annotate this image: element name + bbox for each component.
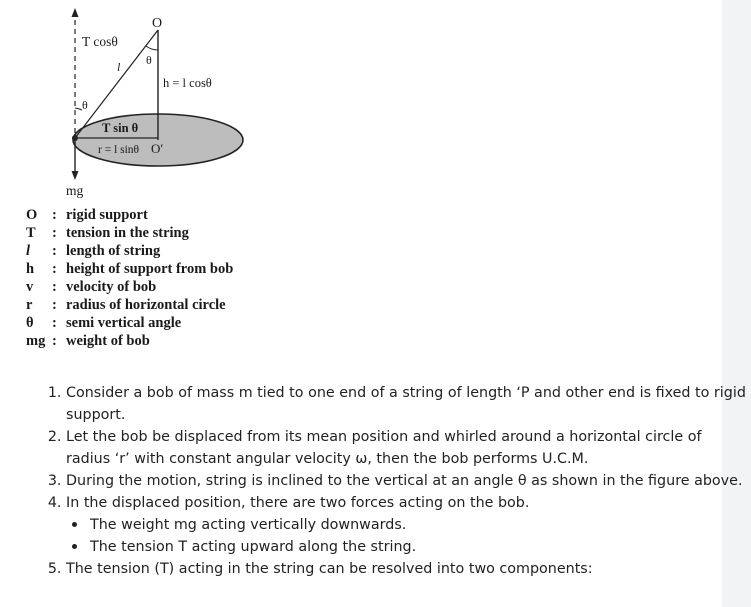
legend-text: weight of bob bbox=[66, 333, 150, 349]
step-text: Let the bob be displaced from its mean position and whirled around a horizontal circle of radius ‘r’ with constant angular velocity ω, then the bob performs U.C.M. bbox=[66, 429, 702, 467]
sub-bullet-text: The tension T acting upward along the string. bbox=[90, 539, 417, 555]
label-Tcos: T cosθ bbox=[82, 34, 118, 49]
legend-colon: : bbox=[52, 279, 57, 295]
list-item bbox=[66, 514, 746, 536]
legend-colon: : bbox=[52, 333, 57, 349]
legend-symbol: mg bbox=[26, 333, 46, 349]
legend-colon: : bbox=[52, 243, 57, 259]
label-theta-left: θ bbox=[82, 98, 88, 112]
legend-text: velocity of bob bbox=[66, 279, 157, 295]
list-item bbox=[66, 536, 746, 558]
legend-symbol: h bbox=[26, 261, 35, 277]
legend-colon: : bbox=[52, 297, 57, 313]
legend-row-height bbox=[26, 260, 233, 278]
conical-pendulum-figure bbox=[0, 0, 330, 200]
mg-arrow-head bbox=[72, 171, 79, 180]
legend-row-length bbox=[26, 242, 233, 260]
bullet-icon bbox=[72, 544, 77, 549]
angle-arc-bob bbox=[75, 108, 82, 110]
step-text: Consider a bob of mass m tied to one end of a string of length ‘P and other end is fixed to rigid support. bbox=[66, 385, 746, 423]
legend-text: length of string bbox=[66, 243, 161, 259]
legend-colon: : bbox=[52, 315, 57, 331]
label-O: O bbox=[152, 16, 163, 31]
legend-row-angle bbox=[26, 314, 233, 332]
force-list bbox=[66, 514, 746, 558]
label-r: r = l sinθ bbox=[98, 144, 140, 156]
legend-symbol: O bbox=[26, 207, 38, 223]
legend-symbol: θ bbox=[26, 315, 34, 331]
legend-row-weight bbox=[26, 332, 233, 350]
legend-colon: : bbox=[52, 261, 57, 277]
list-item bbox=[66, 470, 746, 492]
tcos-arrow-head bbox=[72, 8, 79, 17]
step-text: The tension (T) acting in the string can be resolved into two components: bbox=[66, 561, 593, 577]
symbol-legend bbox=[26, 206, 233, 350]
legend-text: semi vertical angle bbox=[66, 315, 182, 331]
list-item bbox=[66, 492, 746, 558]
legend-text: radius of horizontal circle bbox=[66, 297, 226, 313]
legend-symbol: l bbox=[26, 243, 31, 259]
label-Oprime: O′ bbox=[151, 141, 164, 156]
list-item bbox=[66, 426, 746, 470]
legend-colon: : bbox=[52, 207, 57, 223]
label-Tsin: T sin θ bbox=[102, 121, 139, 135]
legend-symbol: T bbox=[26, 225, 36, 241]
bullet-icon bbox=[72, 522, 77, 527]
legend-text: tension in the string bbox=[66, 225, 189, 241]
legend-text: rigid support bbox=[66, 207, 148, 223]
list-item bbox=[66, 382, 746, 426]
bob bbox=[72, 135, 78, 141]
derivation-steps bbox=[30, 382, 746, 580]
legend-text: height of support from bob bbox=[66, 261, 234, 277]
legend-colon: : bbox=[52, 225, 57, 241]
legend-row-tension bbox=[26, 224, 233, 242]
label-mg: mg bbox=[66, 183, 84, 198]
label-theta-top: θ bbox=[146, 53, 152, 67]
label-l: l bbox=[117, 60, 121, 74]
legend-row-support bbox=[26, 206, 233, 224]
pendulum-diagram bbox=[0, 0, 330, 200]
step-text: During the motion, string is inclined to the vertical at an angle θ as shown in the figure above. bbox=[66, 473, 743, 489]
sub-bullet-text: The weight mg acting vertically downwards. bbox=[90, 517, 407, 533]
legend-row-radius bbox=[26, 296, 233, 314]
legend-symbol: v bbox=[26, 279, 34, 295]
angle-arc-top bbox=[146, 46, 158, 50]
list-item bbox=[66, 558, 746, 580]
label-h: h = l cosθ bbox=[163, 76, 212, 90]
legend-row-velocity bbox=[26, 278, 233, 296]
legend-symbol: r bbox=[26, 297, 33, 313]
step-text: In the displaced position, there are two forces acting on the bob. bbox=[66, 495, 530, 511]
